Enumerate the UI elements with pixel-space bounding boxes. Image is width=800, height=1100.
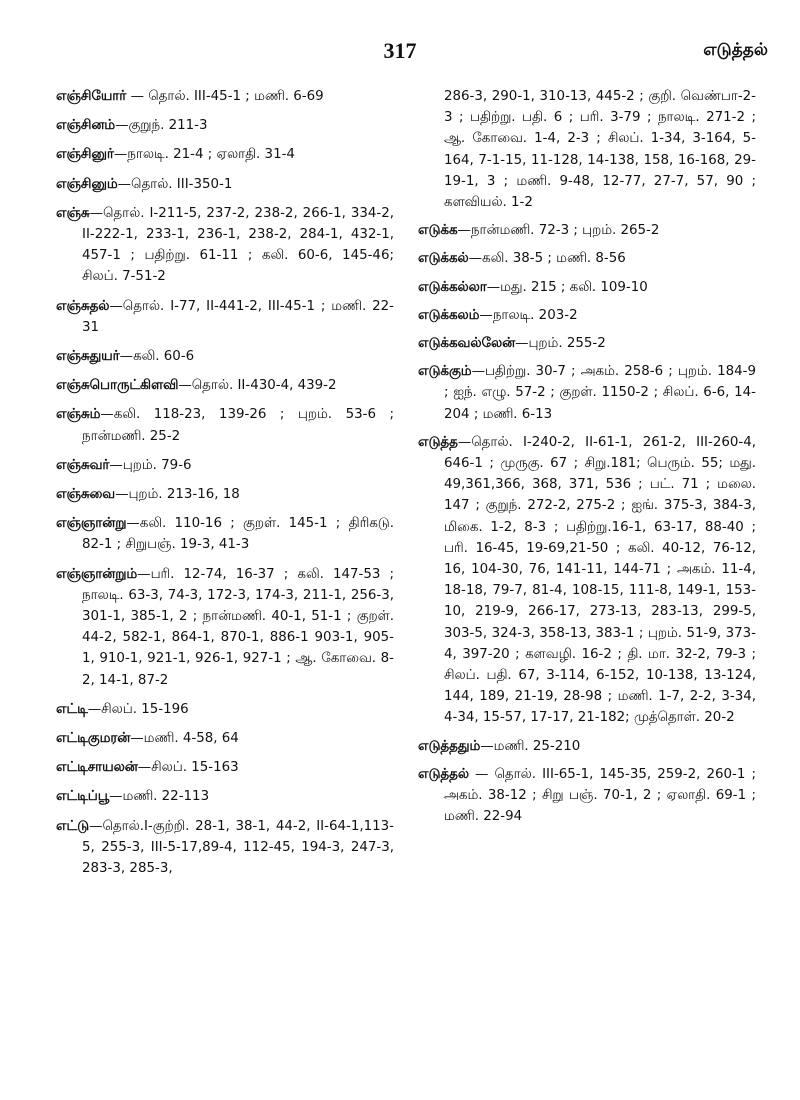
entry-references: —கலி. 118-23, 139-26 ; புறம். 53-6 ; நான்மணி. 25-2: [82, 407, 394, 444]
entry-references: —புறம். 213-16, 18: [115, 487, 240, 503]
entry-headword: எடுக்க: [418, 223, 458, 239]
entry-headword: எஞ்சியோர்: [56, 89, 127, 104]
entry-headword: எஞ்சினும்: [56, 176, 118, 192]
entry-headword: எஞ்சுதல்: [56, 298, 110, 314]
entry-headword: எஞ்சுவர்: [56, 457, 110, 473]
index-entry: [418, 432, 756, 729]
entry-references: —சிலப். 15-196: [87, 701, 189, 717]
entry-headword: எஞ்சு: [56, 205, 90, 221]
entry-headword: எடுக்கும்: [418, 364, 472, 380]
index-entry: [56, 728, 394, 749]
entry-headword: எடுக்கவல்லேன்: [418, 336, 516, 352]
entry-references: —பதிற்று. 30-7 ; அகம். 258-6 ; புறம். 184-9 ; ஐந். எழு. 57-2 ; குறள். 1150-2 ; சிலப். 6-6, 14-204 ; மணி. 6-13: [444, 364, 756, 422]
entry-references: —தொல். I-77, II-441-2, III-45-1 ; மணி. 22-31: [82, 298, 394, 335]
entry-references: —புறம். 255-2: [515, 336, 606, 352]
index-entry: [418, 305, 756, 326]
index-entry: [56, 375, 394, 396]
entry-headword: எடுக்கல்லா: [418, 279, 487, 295]
entry-headword: எடுக்கலம்: [418, 307, 480, 323]
entry-references: —மது. 215 ; கலி. 109-10: [486, 279, 648, 295]
entry-references: —மணி. 4-58, 64: [130, 731, 239, 747]
entry-headword: எஞ்சுவை: [56, 487, 116, 503]
entry-headword: எஞ்ஞான்று: [56, 516, 127, 532]
entry-references: — தொல். III-45-1 ; மணி. 6-69: [126, 89, 324, 104]
index-entry: [56, 455, 394, 476]
page-number: 317: [383, 38, 417, 63]
entry-references: —கலி. 38-5 ; மணி. 8-56: [468, 251, 626, 267]
index-entry: [418, 86, 756, 213]
entry-references: —நான்மணி. 72-3 ; புறம். 265-2: [457, 223, 660, 239]
entry-references: —நாலடி. 203-2: [479, 307, 578, 323]
index-entry: [56, 513, 394, 555]
entry-headword: எட்டிகுமரன்: [56, 731, 131, 747]
entry-references: —தொல். III-350-1: [117, 176, 233, 192]
index-entry: [56, 484, 394, 505]
entry-references: —கலி. 60-6: [119, 349, 195, 365]
index-entry: [418, 736, 756, 757]
entry-headword: எடுத்தல்: [418, 766, 469, 782]
entry-headword: எட்டிசாயலன்: [56, 760, 138, 776]
entry-headword: எஞ்சுதுயர்: [56, 349, 120, 365]
entry-references: —மணி. 22-113: [109, 789, 210, 805]
entry-references: —நாலடி. 21-4 ; ஏலாதி. 31-4: [113, 147, 295, 163]
index-entry: [56, 296, 394, 338]
entry-headword: எடுக்கல்: [418, 251, 469, 267]
entry-references: —தொல்.I-குற்றி. 28-1, 38-1, 44-2, II-64-1,113-5, 255-3, III-5-17,89-4, 112-45, 194-3, 247-3, 283-3, 285-3,: [82, 818, 394, 877]
left-column: [56, 86, 394, 887]
entry-references: —தொல். I-240-2, II-61-1, 261-2, III-260-4, 646-1 ; முருகு. 67 ; சிறு.181; பெரும். 55; மது. 49,361,366, 368, 371, 536 ; பட். 71 ; மலை. 147 ; குறுந். 272-2, 275-2 ; ஐங். 375-3, 384-3, மிகை. 1-2, 8-3 ; பதிற்று.16-1, 63-17, 88-40 ; பரி. 16-45, 19-69,21-50 ; கலி. 40-12, 76-12, 16, 104-30, 76, 141-11, 144-71 ; அகம். 11-4, 18-18, 79-7, 81-4, 108-15, 111-8, 149-1, 153-10, 219-9, 266-17, 273-13, 283-13, 299-5, 303-5, 324-3, 358-13, 383-1 ; புறம். 51-9, 373-4, 397-20 ; களவழி. 16-2 ; தி. மா. 32-2, 79-3 ; சிலப். பதி. 67, 3-114, 6-152, 10-138, 13-124, 144, 189, 21-19, 28-98 ; மணி. 1-7, 2-2, 3-34, 4-34, 15-57, 17-17, 21-182; முத்தொள். 20-2: [444, 434, 756, 726]
entry-references: —கலி. 110-16 ; குறள். 145-1 ; திரிகடு. 82-1 ; சிறுபஞ். 19-3, 41-3: [82, 516, 394, 553]
index-entry: [56, 174, 394, 195]
running-head: எடுத்தல்: [703, 40, 768, 60]
entry-headword: எஞ்சுபொருட்கிளவி: [56, 378, 179, 394]
entry-references: 286-3, 290-1, 310-13, 445-2 ; குறி. வெண்பா-2-3 ; பதிற்று. பதி. 6 ; பரி. 3-79 ; நாலடி. 271-2 ; ஆ. கோவை. 1-4, 2-3 ; சிலப். 1-34, 3-164, 5-164, 7-1-15, 11-128, 14-138, 158, 16-168, 29-19-1, 3 ; மணி. 9-48, 12-77, 27-7, 57, 90 ; களவியல். 1-2: [444, 89, 756, 211]
index-entry: [56, 816, 394, 880]
index-entry: [56, 203, 394, 288]
entry-headword: எட்டு: [56, 818, 90, 834]
entry-references: —தொல். II-430-4, 439-2: [178, 378, 337, 394]
index-entry: [418, 361, 756, 425]
index-entry: [418, 277, 756, 298]
entry-references: —தொல். I-211-5, 237-2, 238-2, 266-1, 334-2, II-222-1, 233-1, 236-1, 238-2, 284-1, 432-1, 457-1 ; பதிற்று. 61-11 ; கலி. 60-6, 145-46; சிலப். 7-51-2: [82, 205, 394, 285]
index-entry: [56, 346, 394, 367]
index-entry: [56, 115, 394, 136]
index-entry: [56, 86, 394, 107]
index-entry: [418, 220, 756, 241]
entry-headword: எஞ்சினுர்: [56, 147, 114, 163]
index-entry: [56, 699, 394, 720]
entry-references: —மணி. 25-210: [480, 738, 581, 754]
entry-references: —குறுந். 211-3: [115, 118, 208, 134]
entry-headword: எடுத்த: [418, 434, 458, 450]
index-entry: [56, 404, 394, 446]
entry-references: —புறம். 79-6: [109, 457, 192, 473]
index-entry: [56, 757, 394, 778]
page-header: [0, 38, 800, 68]
entry-headword: எட்டி: [56, 701, 88, 717]
index-entry: [56, 144, 394, 165]
index-entry: [418, 248, 756, 269]
index-entry: [56, 786, 394, 807]
entry-references: —சிலப். 15-163: [137, 760, 239, 776]
entry-headword: எஞ்சும்: [56, 407, 101, 423]
entry-headword: எஞ்ஞான்றும்: [56, 566, 138, 582]
entry-headword: எட்டிப்பூ: [56, 789, 110, 805]
entry-references: —பரி. 12-74, 16-37 ; கலி. 147-53 ; நாலடி. 63-3, 74-3, 172-3, 174-3, 211-1, 256-3, 301-1, 385-1, 2 ; நான்மணி. 40-1, 51-1 ; குறள். 44-2, 582-1, 864-1, 870-1, 886-1 903-1, 905-1, 910-1, 921-1, 926-1, 927-1 ; ஆ. கோவை. 8-2, 14-1, 87-2: [82, 566, 394, 688]
index-entry: [418, 333, 756, 354]
entry-headword: எடுத்ததும்: [418, 738, 481, 754]
index-entry: [56, 564, 394, 691]
index-entry: [418, 764, 756, 828]
right-column: [418, 86, 756, 835]
entry-references: — தொல். III-65-1, 145-35, 259-2, 260-1 ; அகம். 38-12 ; சிறு பஞ். 70-1, 2 ; ஏலாதி. 69-1 ; மணி. 22-94: [444, 766, 756, 825]
entry-headword: எஞ்சினம்: [56, 118, 116, 134]
